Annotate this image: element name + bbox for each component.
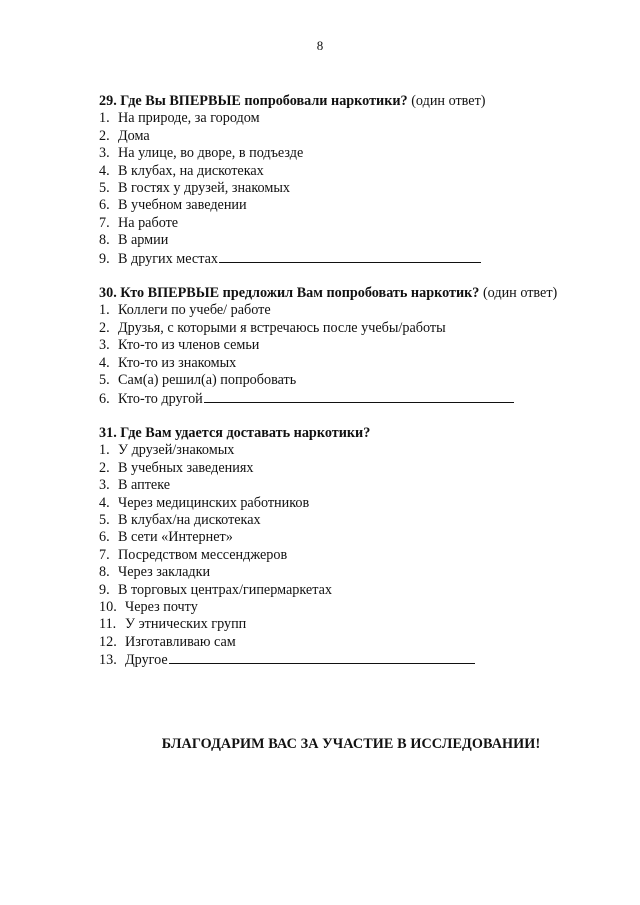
- list-item: 5. В гостях у друзей, знакомых: [99, 180, 290, 197]
- list-item: 2. Дома: [99, 127, 150, 144]
- list-item: 8. Через закладки: [99, 564, 211, 581]
- question-29-title: 29. Где Вы ВПЕРВЫЕ попробовали наркотики? (один ответ): [99, 93, 486, 109]
- question-29-note: (один ответ): [411, 93, 486, 109]
- list-item: 10. Через почту: [99, 598, 198, 615]
- question-30-note: (один ответ): [482, 285, 558, 302]
- list-item: 9. В торговых центрах/гипермаркетах: [99, 581, 332, 598]
- list-item: 3. Кто-то из членов семьи: [99, 337, 260, 354]
- list-item: 6. В сети «Интернет»: [99, 529, 233, 546]
- list-item: 11. У этнических групп: [99, 616, 247, 633]
- list-item: 7. Посредством мессенджеров: [99, 546, 288, 563]
- list-item: 4. Кто-то из знакомых: [99, 354, 237, 371]
- questionnaire-content: [99, 93, 559, 670]
- question-31-options: [99, 442, 559, 669]
- list-item: 5. В клубах/на дискотеках: [99, 511, 261, 528]
- answer-blank-line[interactable]: [204, 390, 514, 403]
- list-item: 3. В аптеке: [99, 477, 171, 494]
- list-item: 2. Друзья, с которыми я встречаюсь после учебы/работы: [99, 319, 446, 336]
- list-item: 1. Коллеги по учебе/ работе: [99, 302, 271, 319]
- thank-you-note: БЛАГОДАРИМ ВАС ЗА УЧАСТИЕ В ИССЛЕДОВАНИИ!: [161, 736, 541, 752]
- list-item: 8. В армии: [99, 232, 169, 249]
- question-30-title: 30. Кто ВПЕРВЫЕ предложил Вам попробовать наркотик? (один ответ): [99, 285, 558, 302]
- list-item: 3. На улице, во дворе, в подъезде: [99, 145, 304, 162]
- list-item: 1. У друзей/знакомых: [99, 442, 235, 459]
- question-31-title: 31. Где Вам удается доставать наркотики?: [99, 424, 371, 441]
- list-item: 4. Через медицинских работников: [99, 494, 310, 511]
- list-item: 9. В других местах: [99, 250, 559, 268]
- answer-blank-line[interactable]: [219, 250, 481, 263]
- question-29-options: [99, 110, 559, 268]
- page-number: 8: [316, 38, 324, 53]
- question-30-options: [99, 302, 559, 407]
- question-30: [99, 285, 559, 408]
- list-item: 1. На природе, за городом: [99, 110, 260, 127]
- list-item: 6. В учебном заведении: [99, 197, 247, 214]
- list-item: 5. Сам(а) решил(а) попробовать: [99, 372, 297, 389]
- spacer: [99, 268, 559, 285]
- list-item: 4. В клубах, на дискотеках: [99, 162, 264, 179]
- question-29: [99, 93, 559, 268]
- list-item: 12. Изготавливаю сам: [99, 633, 236, 650]
- question-31: [99, 425, 559, 670]
- list-item: 2. В учебных заведениях: [99, 459, 254, 476]
- spacer: [99, 408, 559, 425]
- list-item: 6. Кто-то другой: [99, 390, 559, 408]
- list-item: 7. На работе: [99, 214, 179, 231]
- list-item: 13. Другое: [99, 651, 559, 669]
- answer-blank-line[interactable]: [169, 651, 475, 664]
